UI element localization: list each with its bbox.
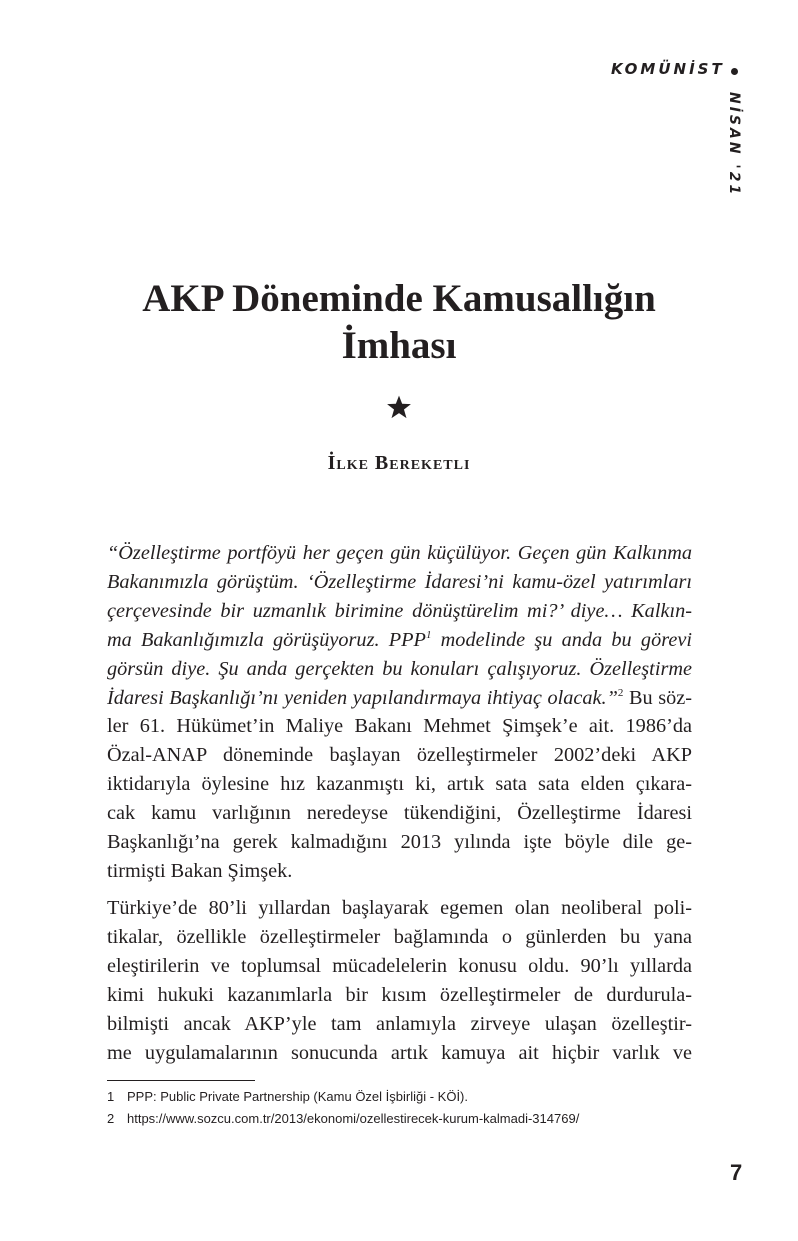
text-line: “Özelleştirme portföyü her geçen gün küçülüyor. Geçen gün Kalkınma xyxy=(107,542,692,564)
text-line: ler 61. Hükümet’in Maliye Bakanı Mehmet Şimşek’e ait. 1986’da xyxy=(107,715,692,738)
footnote-divider xyxy=(107,1080,255,1081)
title-line-1: AKP Döneminde Kamusallığın xyxy=(142,277,656,320)
footnote-text: PPP: Public Private Partnership (Kamu Özel İşbirliği - KÖİ). xyxy=(127,1089,469,1104)
text-line: eleştirilerin ve toplumsal mücadelelerin konusu oldu. 90’lı yıllarda xyxy=(107,954,692,977)
quote-end-segment: İdaresi Başkanlığı’nı yeniden yapılandırmaya ihtiyaç olacak.” xyxy=(107,686,618,709)
text-segment: ma Bakanlığımızla görüşüyoruz. PPP xyxy=(107,628,426,651)
footnote-ref-1[interactable]: 1 xyxy=(425,628,432,641)
footnote-link[interactable]: https://www.sozcu.com.tr/2013/ekonomi/ozellestirecek-kurum-kalmadi-314769/ xyxy=(127,1111,580,1126)
author-name: İlke Bereketli xyxy=(327,452,471,474)
footnote-1 xyxy=(107,1086,579,1108)
paragraph-1 xyxy=(107,539,692,886)
text-line: iktidarıyla öylesine hız kazanmıştı ki, artık sata sata elden çıkara- xyxy=(107,773,692,796)
text-line: Başkanlığı’na gerek kalmadığını 2013 yılında işte böyle dile ge- xyxy=(107,831,692,854)
text-line: bilmişti ancak AKP’yle tam anlamıyla zirveye ulaşan özelleştir- xyxy=(107,1012,692,1035)
footnotes xyxy=(107,1086,579,1130)
text-line: çerçevesinde bir uzmanlık birimine dönüştürelim mi?’ diye… Kalkın- xyxy=(107,599,692,622)
text-line xyxy=(107,684,692,713)
page-number: 7 xyxy=(730,1160,743,1185)
footnote-number: 1 xyxy=(107,1089,115,1104)
footnote-ref-2[interactable]: 2 xyxy=(617,686,624,699)
footnote-number: 2 xyxy=(107,1111,115,1126)
text-line: Bakanımızla görüştüm. ‘Özelleştirme İdaresi’ni kamu-özel yatırımları xyxy=(107,570,692,593)
text-segment: modelinde şu anda bu görevi xyxy=(431,628,692,651)
magazine-name: KOMÜNİST xyxy=(611,60,725,78)
article-title xyxy=(60,275,738,369)
text-segment: Bu söz- xyxy=(623,686,692,709)
title-line-2: İmhası xyxy=(341,324,457,367)
text-line: görsün diye. Şu anda gerçekten bu konuları çalışıyoruz. Özelleştirme xyxy=(107,657,692,680)
bullet-dot-icon xyxy=(731,68,738,75)
text-line: kimi hukuki kazanımlarla bir kısım özelleştirmeler de durdurula- xyxy=(107,983,692,1006)
paragraph-2 xyxy=(107,894,692,1067)
issue-date: NİSAN '21 xyxy=(726,92,742,198)
text-line: tirmişti Bakan Şimşek. xyxy=(107,859,293,882)
text-line: cak kamu varlığının neredeyse tükendiğini, Özelleştirme İdaresi xyxy=(107,802,692,825)
star-icon xyxy=(386,394,412,420)
text-line: Türkiye’de 80’li yıllardan başlayarak egemen olan neoliberal poli- xyxy=(107,897,692,919)
text-line xyxy=(107,626,692,655)
text-line: Özal-ANAP döneminde başlayan özelleştirmeler 2002’deki AKP xyxy=(107,744,692,767)
text-line: tikalar, özellikle özelleştirmeler bağlamında o günlerden bu yana xyxy=(107,925,692,948)
text-line: me uygulamalarının sonucunda artık kamuya ait hiçbir varlık ve xyxy=(107,1041,692,1064)
footnote-2 xyxy=(107,1108,579,1130)
